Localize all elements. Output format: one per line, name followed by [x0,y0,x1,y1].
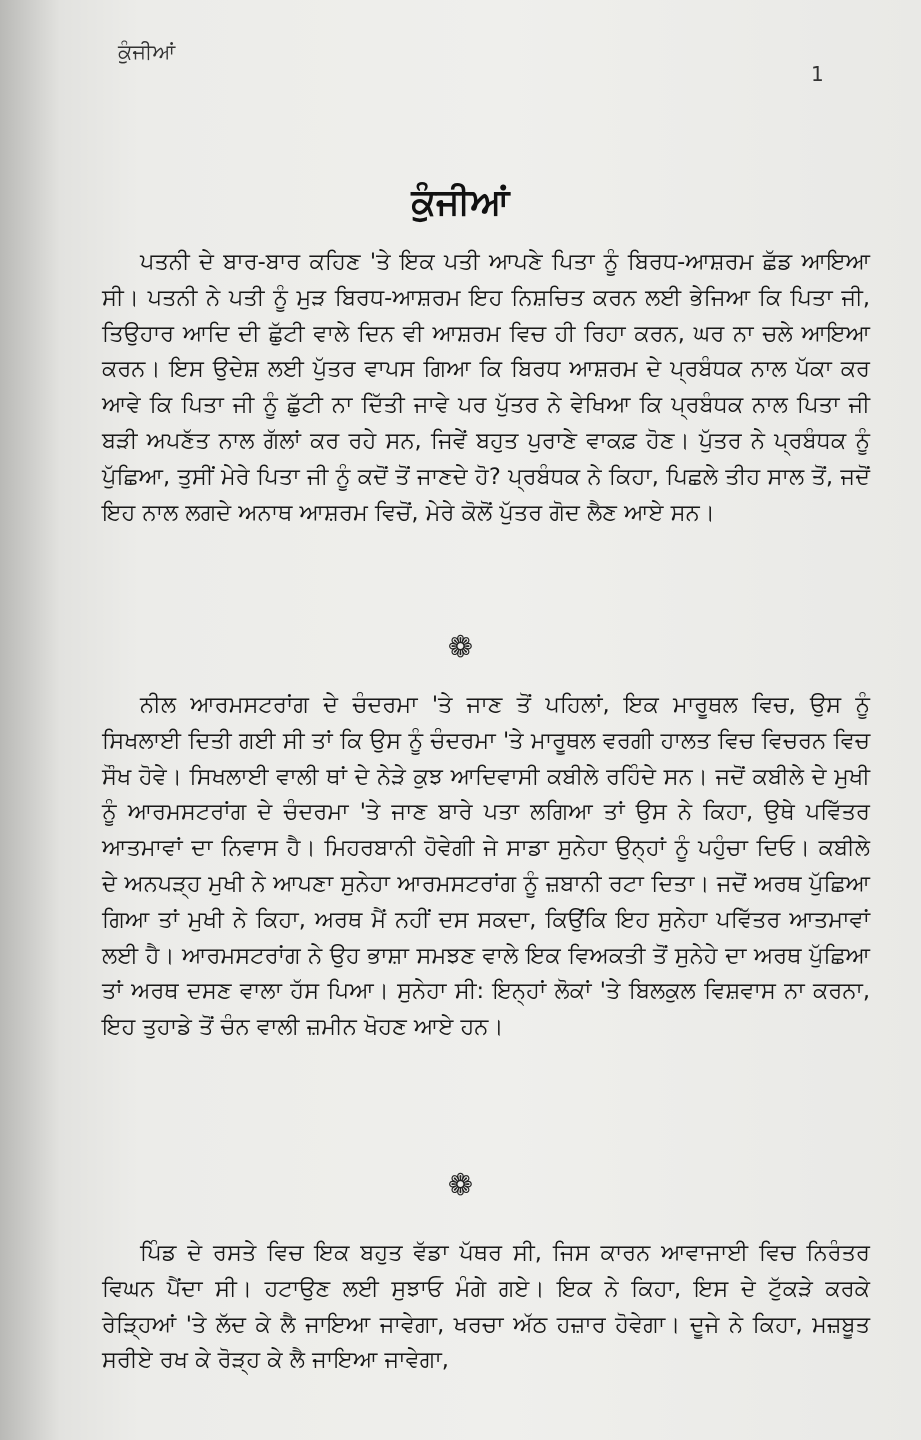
paragraph-1 [102,245,870,531]
paragraph-3 [102,1236,870,1379]
paragraph-1-text: ਪਤਨੀ ਦੇ ਬਾਰ-ਬਾਰ ਕਹਿਣ 'ਤੇ ਇਕ ਪਤੀ ਆਪਣੇ ਪਿਤਾ ਨੂੰ ਬਿਰਧ-ਆਸ਼ਰਮ ਛੱਡ ਆਇਆ ਸੀ। ਪਤਨੀ ਨੇ ਪਤੀ ਨੂੰ ਮੁੜ ਬਿਰਧ-ਆਸ਼ਰਮ ਇਹ ਨਿਸ਼ਚਿਤ ਕਰਨ ਲਈ ਭੇਜਿਆ ਕਿ ਪਿਤਾ ਜੀ, ਤਿਉਹਾਰ ਆਦਿ ਦੀ ਛੁੱਟੀ ਵਾਲੇ ਦਿਨ ਵੀ ਆਸ਼ਰਮ ਵਿਚ ਹੀ ਰਿਹਾ ਕਰਨ, ਘਰ ਨਾ ਚਲੇ ਆਇਆ ਕਰਨ। ਇਸ ਉਦੇਸ਼ ਲਈ ਪੁੱਤਰ ਵਾਪਸ ਗਿਆ ਕਿ ਬਿਰਧ ਆਸ਼ਰਮ ਦੇ ਪ੍ਰਬੰਧਕ ਨਾਲ ਪੱਕਾ ਕਰ ਆਵੇ ਕਿ ਪਿਤਾ ਜੀ ਨੂੰ ਛੁੱਟੀ ਨਾ ਦਿੱਤੀ ਜਾਵੇ ਪਰ ਪੁੱਤਰ ਨੇ ਵੇਖਿਆ ਕਿ ਪ੍ਰਬੰਧਕ ਨਾਲ ਪਿਤਾ ਜੀ ਬੜੀ ਅਪਣੱਤ ਨਾਲ ਗੱਲਾਂ ਕਰ ਰਹੇ ਸਨ, ਜਿਵੇਂ ਬਹੁਤ ਪੁਰਾਣੇ ਵਾਕਫ਼ ਹੋਣ। ਪੁੱਤਰ ਨੇ ਪ੍ਰਬੰਧਕ ਨੂੰ ਪੁੱਛਿਆ, ਤੁਸੀਂ ਮੇਰੇ ਪਿਤਾ ਜੀ ਨੂੰ ਕਦੋਂ ਤੋਂ ਜਾਣਦੇ ਹੋ? ਪ੍ਰਬੰਧਕ ਨੇ ਕਿਹਾ, ਪਿਛਲੇ ਤੀਹ ਸਾਲ ਤੋਂ, ਜਦੋਂ ਇਹ ਨਾਲ ਲਗਦੇ ਅਨਾਥ ਆਸ਼ਰਮ ਵਿਚੋਂ, ਮੇਰੇ ਕੋਲੋਂ ਪੁੱਤਰ ਗੋਦ ਲੈਣ ਆਏ ਸਨ। [102,249,870,526]
paragraph-2 [102,688,870,1046]
paragraph-2-text: ਨੀਲ ਆਰਮਸਟਰਾਂਗ ਦੇ ਚੰਦਰਮਾ 'ਤੇ ਜਾਣ ਤੋਂ ਪਹਿਲਾਂ, ਇਕ ਮਾਰੂਥਲ ਵਿਚ, ਉਸ ਨੂੰ ਸਿਖਲਾਈ ਦਿਤੀ ਗਈ ਸੀ ਤਾਂ ਕਿ ਉਸ ਨੂੰ ਚੰਦਰਮਾ 'ਤੇ ਮਾਰੂਥਲ ਵਰਗੀ ਹਾਲਤ ਵਿਚ ਵਿਚਰਨ ਵਿਚ ਸੌਖ ਹੋਵੇ। ਸਿਖਲਾਈ ਵਾਲੀ ਥਾਂ ਦੇ ਨੇੜੇ ਕੁਝ ਆਦਿਵਾਸੀ ਕਬੀਲੇ ਰਹਿੰਦੇ ਸਨ। ਜਦੋਂ ਕਬੀਲੇ ਦੇ ਮੁਖੀ ਨੂੰ ਆਰਮਸਟਰਾਂਗ ਦੇ ਚੰਦਰਮਾ 'ਤੇ ਜਾਣ ਬਾਰੇ ਪਤਾ ਲਗਿਆ ਤਾਂ ਉਸ ਨੇ ਕਿਹਾ, ਉਥੇ ਪਵਿੱਤਰ ਆਤਮਾਵਾਂ ਦਾ ਨਿਵਾਸ ਹੈ। ਮਿਹਰਬਾਨੀ ਹੋਵੇਗੀ ਜੇ ਸਾਡਾ ਸੁਨੇਹਾ ਉਨ੍ਹਾਂ ਨੂੰ ਪਹੁੰਚਾ ਦਿਓ। ਕਬੀਲੇ ਦੇ ਅਨਪੜ੍ਹ ਮੁਖੀ ਨੇ ਆਪਣਾ ਸੁਨੇਹਾ ਆਰਮਸਟਰਾਂਗ ਨੂੰ ਜ਼ਬਾਨੀ ਰਟਾ ਦਿਤਾ। ਜਦੋਂ ਅਰਥ ਪੁੱਛਿਆ ਗਿਆ ਤਾਂ ਮੁਖੀ ਨੇ ਕਿਹਾ, ਅਰਥ ਮੈਂ ਨਹੀਂ ਦਸ ਸਕਦਾ, ਕਿਉਂਕਿ ਇਹ ਸੁਨੇਹਾ ਪਵਿੱਤਰ ਆਤਮਾਵਾਂ ਲਈ ਹੈ। ਆਰਮਸਟਰਾਂਗ ਨੇ ਉਹ ਭਾਸ਼ਾ ਸਮਝਣ ਵਾਲੇ ਇਕ ਵਿਅਕਤੀ ਤੋਂ ਸੁਨੇਹੇ ਦਾ ਅਰਥ ਪੁੱਛਿਆ ਤਾਂ ਅਰਥ ਦਸਣ ਵਾਲਾ ਹੱਸ ਪਿਆ। ਸੁਨੇਹਾ ਸੀ: ਇਨ੍ਹਾਂ ਲੋਕਾਂ 'ਤੇ ਬਿਲਕੁਲ ਵਿਸ਼ਵਾਸ ਨਾ ਕਰਨਾ, ਇਹ ਤੁਹਾਡੇ ਤੋਂ ਚੰਨ ਵਾਲੀ ਜ਼ਮੀਨ ਖੋਹਣ ਆਏ ਹਨ। [102,692,870,1041]
running-header: ਕੁੰਜੀਆਂ [118,40,176,64]
page-number: 1 [811,62,824,86]
section-separator-icon: ❁ [447,1168,474,1203]
chapter-title: ਕੁੰਜੀਆਂ [411,182,510,223]
paragraph-3-text: ਪਿੰਡ ਦੇ ਰਸਤੇ ਵਿਚ ਇਕ ਬਹੁਤ ਵੱਡਾ ਪੱਥਰ ਸੀ, ਜਿਸ ਕਾਰਨ ਆਵਾਜਾਈ ਵਿਚ ਨਿਰੰਤਰ ਵਿਘਨ ਪੈਂਦਾ ਸੀ। ਹਟਾਉਣ ਲਈ ਸੁਝਾਓ ਮੰਗੇ ਗਏ। ਇਕ ਨੇ ਕਿਹਾ, ਇਸ ਦੇ ਟੁੱਕੜੇ ਕਰਕੇ ਰੇੜ੍ਹਿਆਂ 'ਤੇ ਲੱਦ ਕੇ ਲੈ ਜਾਇਆ ਜਾਵੇਗਾ, ਖਰਚਾ ਅੱਠ ਹਜ਼ਾਰ ਹੋਵੇਗਾ। ਦੂਜੇ ਨੇ ਕਿਹਾ, ਮਜ਼ਬੂਤ ਸਰੀਏ ਰਖ ਕੇ ਰੋੜ੍ਹ ਕੇ ਲੈ ਜਾਇਆ ਜਾਵੇਗਾ, [102,1240,870,1374]
section-separator-icon: ❁ [447,630,474,665]
